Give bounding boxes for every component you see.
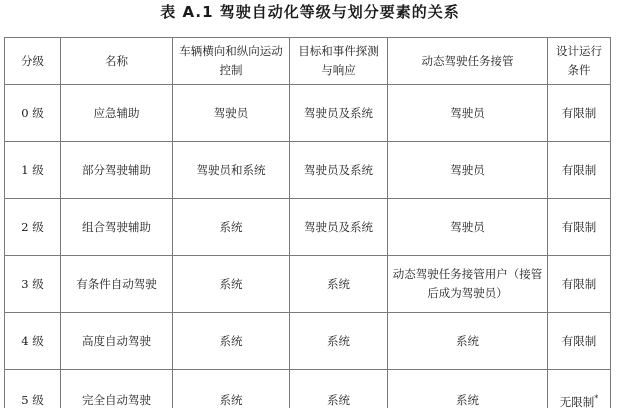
header-task-takeover: 动态驾驶任务接管 <box>388 38 548 85</box>
cell-task-takeover: 系统 <box>388 313 548 370</box>
cell-operating-conditions: 有限制 <box>548 313 611 370</box>
header-motion-control: 车辆横向和纵向运动控制 <box>173 38 290 85</box>
cell-operating-conditions: 有限制 <box>548 85 611 142</box>
cell-detection-response: 系统 <box>290 370 388 408</box>
cell-name: 应急辅助 <box>61 85 173 142</box>
table-row <box>5 370 611 408</box>
cell-task-takeover: 驾驶员 <box>388 199 548 256</box>
cell-motion-control: 驾驶员 <box>173 85 290 142</box>
cell-operating-conditions: 有限制 <box>548 199 611 256</box>
cell-task-takeover: 动态驾驶任务接管用户（接管后成为驾驶员） <box>388 256 548 313</box>
cell-name: 高度自动驾驶 <box>61 313 173 370</box>
cell-motion-control: 系统 <box>173 370 290 408</box>
table-row <box>5 199 611 256</box>
cell-operating-conditions: 有限制 <box>548 256 611 313</box>
cell-level: 2 级 <box>5 199 61 256</box>
cell-motion-control: 驾驶员和系统 <box>173 142 290 199</box>
cell-name: 部分驾驶辅助 <box>61 142 173 199</box>
cell-name: 有条件自动驾驶 <box>61 256 173 313</box>
footnote-mark: * <box>594 393 599 403</box>
cell-operating-conditions-text: 无限制 <box>559 394 595 408</box>
cell-detection-response: 驾驶员及系统 <box>290 199 388 256</box>
cell-level: 1 级 <box>5 142 61 199</box>
cell-level: 4 级 <box>5 313 61 370</box>
cell-operating-conditions: 有限制 <box>548 142 611 199</box>
cell-level: 3 级 <box>5 256 61 313</box>
table-row <box>5 85 611 142</box>
cell-detection-response: 系统 <box>290 256 388 313</box>
cell-operating-conditions <box>548 370 611 408</box>
cell-level: 0 级 <box>5 85 61 142</box>
cell-name: 完全自动驾驶 <box>61 370 173 408</box>
table-title: 表 A.1 驾驶自动化等级与划分要素的关系 <box>160 3 460 21</box>
header-name: 名称 <box>61 38 173 85</box>
cell-motion-control: 系统 <box>173 313 290 370</box>
header-level: 分级 <box>5 38 61 85</box>
cell-task-takeover: 驾驶员 <box>388 142 548 199</box>
cell-level: 5 级 <box>5 370 61 408</box>
cell-detection-response: 系统 <box>290 313 388 370</box>
cell-detection-response: 驾驶员及系统 <box>290 85 388 142</box>
table-row <box>5 313 611 370</box>
header-detection-response: 目标和事件探测与响应 <box>290 38 388 85</box>
cell-name: 组合驾驶辅助 <box>61 199 173 256</box>
table-row <box>5 256 611 313</box>
cell-motion-control: 系统 <box>173 199 290 256</box>
table-header-row <box>5 38 611 85</box>
header-operating-conditions: 设计运行条件 <box>548 38 611 85</box>
cell-motion-control: 系统 <box>173 256 290 313</box>
cell-detection-response: 驾驶员及系统 <box>290 142 388 199</box>
table-row <box>5 142 611 199</box>
cell-task-takeover: 系统 <box>388 370 548 408</box>
automation-levels-table <box>4 37 611 408</box>
cell-task-takeover: 驾驶员 <box>388 85 548 142</box>
